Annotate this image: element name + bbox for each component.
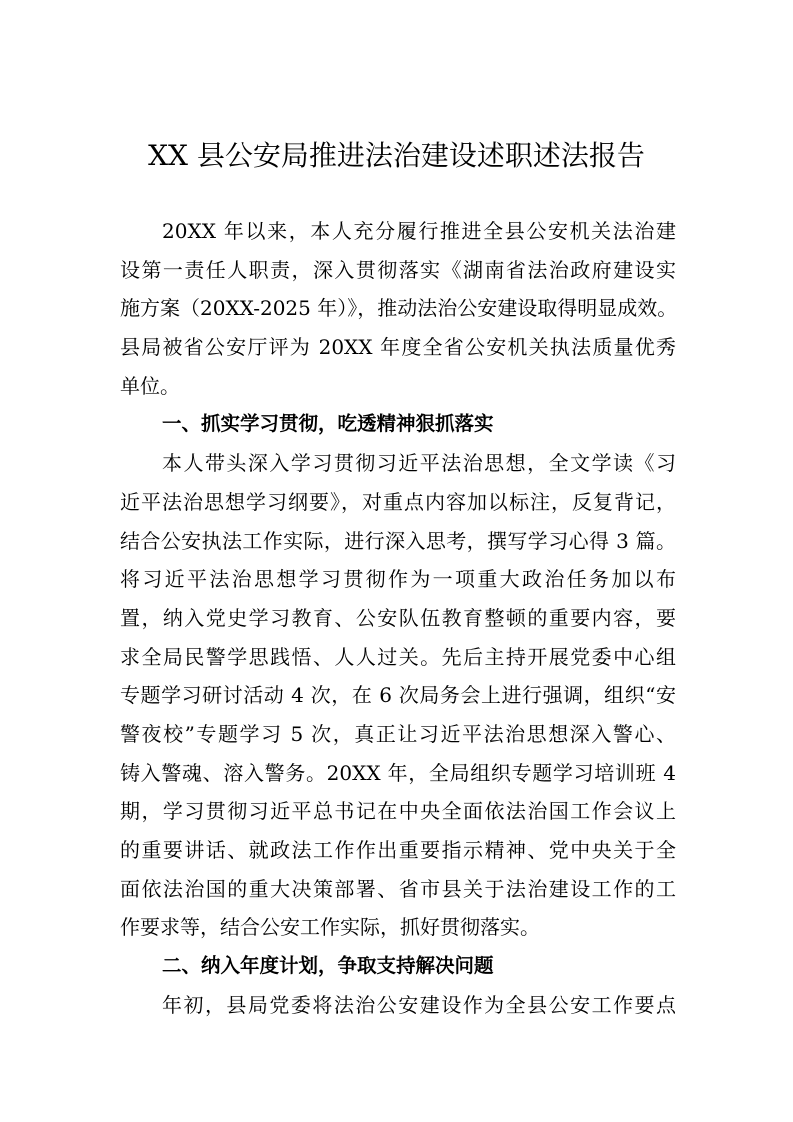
- paragraph-line: 年初，县局党委将法治公安建设作为全县公安工作要点: [162, 992, 676, 1017]
- section-heading: 二、纳入年度计划，争取支持解决问题: [162, 954, 494, 978]
- section-heading: 一、抓实学习贯彻，吃透精神狠抓落实: [162, 412, 494, 436]
- paragraph-line: 20XX 年以来，本人充分履行推进全县公安机关法治建: [162, 219, 676, 243]
- paragraph-line: 施方案（20XX-2025 年）》，推动法治公安建设取得明显成效。: [120, 296, 678, 321]
- paragraph-line: 县局被省公安厅评为 20XX 年度全省公安机关执法质量优秀: [120, 335, 676, 360]
- paragraph-line: 单位。: [120, 373, 180, 398]
- paragraph-line: 近平法治思想学习纲要》，对重点内容加以标注，反复背记，: [120, 489, 676, 514]
- paragraph-line: 设第一责任人职责，深入贯彻落实《湖南省法治政府建设实: [120, 257, 676, 282]
- paragraph-line: 专题学习研讨活动 4 次，在 6 次局务会上进行强调，组织“安: [120, 683, 676, 708]
- document-title: XX 县公安局推进法治建设述职述法报告: [148, 139, 645, 172]
- paragraph-line: 本人带头深入学习贯彻习近平法治思想，全文学读《习: [162, 451, 676, 476]
- paragraph-line: 铸入警魂、溶入警务。20XX 年，全局组织专题学习培训班 4: [120, 760, 676, 785]
- paragraph-line: 结合公安执法工作实际，进行深入思考，撰写学习心得 3 篇。: [120, 528, 676, 553]
- paragraph-line: 置，纳入党史学习教育、公安队伍教育整顿的重要内容，要: [120, 605, 676, 630]
- document-body: [120, 212, 676, 1024]
- paragraph-line: 作要求等，结合公安工作实际，抓好贯彻落实。: [120, 915, 540, 940]
- paragraph-line: 警夜校”专题学习 5 次，真正让习近平法治思想深入警心、: [120, 721, 676, 746]
- paragraph-line: 将习近平法治思想学习贯彻作为一项重大政治任务加以布: [120, 567, 676, 592]
- paragraph-line: 期，学习贯彻习近平总书记在中央全面依法治国工作会议上: [120, 799, 676, 824]
- paragraph-line: 的重要讲话、就政法工作作出重要指示精神、党中央关于全: [120, 838, 676, 862]
- paragraph-line: 面依法治国的重大决策部署、省市县关于法治建设工作的工: [120, 876, 676, 901]
- paragraph-line: 求全局民警学思践悟、人人过关。先后主持开展党委中心组: [120, 644, 676, 669]
